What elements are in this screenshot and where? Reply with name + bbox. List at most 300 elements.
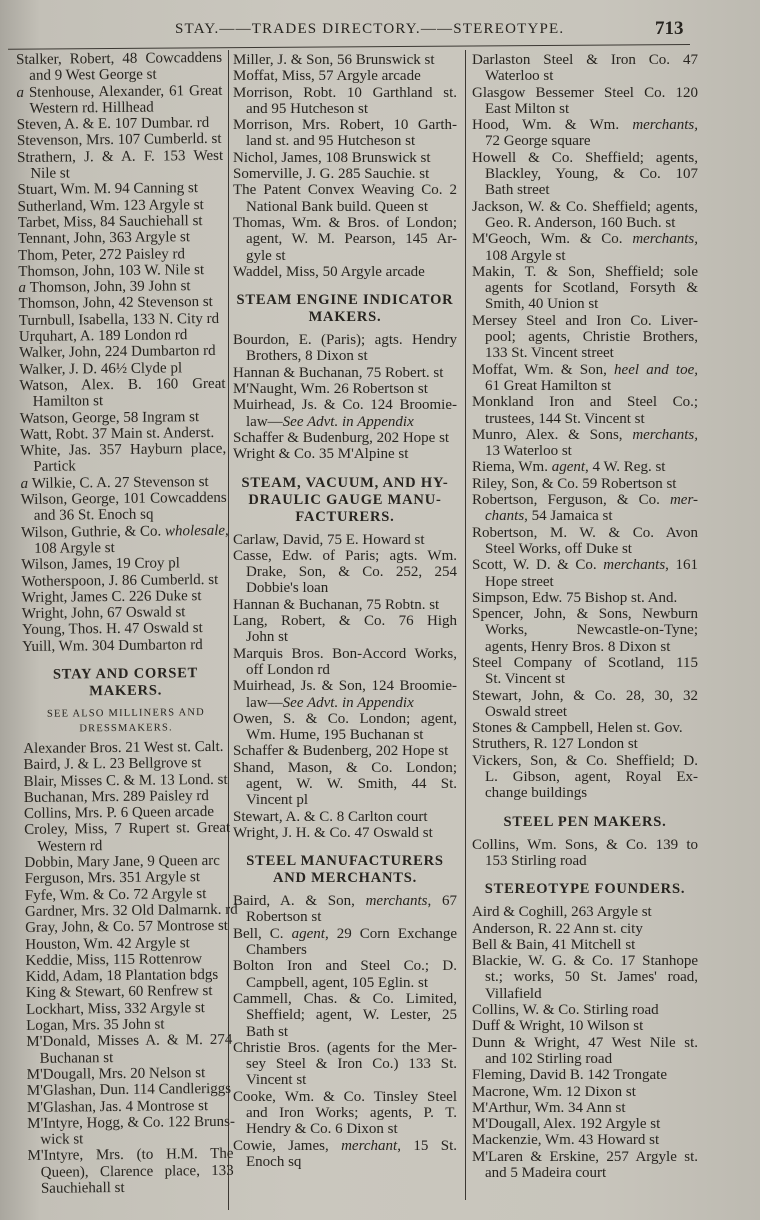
text-segment: law—: [246, 413, 283, 430]
directory-entry: [472, 655, 698, 688]
text-line: 108 Argyle st: [485, 247, 566, 264]
directory-entry: [22, 588, 228, 606]
directory-entry: [16, 50, 222, 85]
directory-entry: [472, 52, 698, 85]
text-line: Mackenzie, Wm. 43 Howard st: [472, 1132, 660, 1149]
text-line: Hannan & Buchanan, 75 Robert. st: [233, 364, 444, 381]
text-line: Blair, Misses C. & M. 13 Lond. st: [23, 771, 228, 790]
directory-entry: [17, 148, 223, 183]
section-heading: [233, 475, 457, 526]
italic-text: See Advt. in Appendix: [282, 694, 414, 711]
text-line: Stones & Campbell, Helen st. Gov.: [472, 720, 683, 737]
text-line: Gray, John, & Co. 57 Montrose st: [25, 918, 229, 937]
directory-entry: [472, 525, 698, 558]
italic-text: merchants,: [632, 426, 698, 443]
italic-text: agent: [291, 925, 325, 942]
italic-text: merchants,: [632, 231, 698, 248]
text-line: st.; works, 50 St. James' road,: [485, 969, 698, 986]
text-line: Cooke, Wm. & Co. Tinsley Steel: [233, 1088, 457, 1105]
text-line: Moffat, Miss, 57 Argyle arcade: [233, 68, 421, 85]
text-line: agent, W. M. Pearson, 145 Ar-: [246, 231, 457, 248]
text-line: Wright, John, 67 Oswald st: [21, 604, 186, 623]
directory-entry: [472, 606, 698, 655]
directory-entry: [233, 1040, 457, 1089]
column-divider: [465, 50, 466, 1200]
text-line: White, Jas. 357 Hayburn place,: [20, 440, 227, 460]
text-line: Works, Newcastle-on-Tyne;: [485, 622, 698, 639]
text-line: Walker, J. D. 46½ Clyde pl: [19, 359, 183, 378]
directory-entry: [25, 869, 231, 887]
text-line: Buchanan, Mrs. 289 Paisley rd: [23, 787, 209, 806]
text-line: Thomas, Wm. & Bros. of London;: [233, 214, 457, 231]
directory-entry: [472, 904, 698, 920]
text-line: Croley, Miss, 7 Rupert st. Great: [24, 820, 231, 839]
text-line: [472, 427, 698, 443]
text-line: Marquis Bros. Bon-Accord Works,: [233, 645, 457, 662]
directory-entry: [21, 490, 227, 525]
directory-entry: [233, 548, 457, 597]
text-line: 13 Waterloo st: [485, 443, 572, 460]
header-rule: [8, 44, 690, 50]
text-line: SEE ALSO MILLINERS AND: [46, 707, 205, 720]
text-line: M'Arthur, Wm. 34 Ann st: [472, 1099, 626, 1116]
directory-entry: [472, 1067, 698, 1083]
text-line: Schaffer & Budenburg, 202 Hope st: [233, 429, 450, 446]
text-line: Wright, J. H. & Co. 47 Oswald st: [233, 824, 433, 841]
text-segment: Moffat, Wm. & Son,: [472, 361, 615, 378]
directory-entry: [26, 1000, 232, 1018]
section-heading: [22, 665, 228, 701]
directory-entry: [472, 753, 698, 802]
directory-entry: [233, 264, 457, 280]
directory-entry: [472, 459, 698, 475]
text-line: [472, 557, 698, 573]
directory-entry: [472, 1002, 698, 1018]
text-line: Tarbet, Miss, 84 Sauchiehall st: [17, 213, 203, 231]
italic-text: heel and toe,: [614, 361, 699, 378]
text-segment: , 67: [427, 893, 458, 910]
text-line: Bolton Iron and Steel Co.; D.: [233, 958, 457, 975]
text-line: 108 Argyle st: [34, 539, 115, 557]
directory-entry: [233, 215, 457, 264]
text-segment: , 4 W. Reg. st: [585, 459, 666, 476]
text-line: Logan, Mrs. 35 John st: [26, 1016, 165, 1034]
directory-entry: [233, 760, 457, 809]
directory-entry: [27, 1081, 233, 1099]
text-line: Sheffield; agent, W. Lester, 25: [246, 1007, 457, 1024]
directory-entry: [17, 131, 223, 149]
text-line: trustees, 144 St. Vincent st: [485, 410, 645, 427]
text-line: Campbell, agent, 105 Eglin. st: [246, 974, 429, 991]
directory-entry: [233, 85, 457, 118]
text-line: Sutherland, Wm. 123 Argyle st: [17, 196, 204, 215]
text-line: Wright, James C. 226 Duke st: [21, 587, 202, 606]
text-line: Collins, Mrs. P. 6 Queen arcade: [23, 804, 215, 823]
directory-entry: [26, 1032, 232, 1067]
text-line: Urquhart, A. 189 London rd: [18, 327, 188, 346]
directory-entry: [233, 365, 457, 381]
text-segment: Thomson, John, 39 John st: [29, 278, 191, 297]
italic-text: mer-: [669, 492, 698, 509]
text-line: Cammell, Chas. & Co. Limited,: [233, 990, 457, 1007]
running-header: STAY.——TRADES DIRECTORY.——STEREOTYPE.: [175, 21, 565, 37]
directory-entry: [18, 213, 224, 231]
italic-text: merchants: [603, 557, 666, 574]
text-line: Aird & Coghill, 263 Argyle st: [472, 904, 652, 921]
text-line: Lang, Robert, & Co. 76 High: [233, 613, 457, 630]
text-line: Houston, Wm. 42 Argyle st: [25, 934, 190, 953]
text-line: Lockhart, Miss, 332 Argyle st: [25, 999, 205, 1018]
text-line: Partick: [33, 458, 76, 476]
text-line: Stuart, Wm. M. 94 Canning st: [17, 180, 199, 199]
directory-entry: [233, 166, 457, 182]
directory-entry: [472, 720, 698, 736]
text-line: agents for Scotland, Forsyth &: [485, 280, 698, 297]
directory-entry: [18, 262, 224, 280]
text-line: Watson, George, 58 Ingram st: [19, 408, 200, 427]
text-line: [472, 231, 698, 247]
text-line: Geo. R. Anderson, 160 Buch. st: [485, 214, 676, 231]
text-line: Collins, Wm. Sons, & Co. 139 to: [472, 836, 698, 853]
directory-entry: [472, 590, 698, 606]
text-line: STEAM, VACUUM, AND HY-: [241, 474, 449, 491]
directory-entry: [233, 678, 457, 711]
text-line: Robertson, M. W. & Co. Avon: [472, 524, 698, 541]
column-middle: [233, 52, 457, 1170]
text-line: Dobbie's loan: [246, 580, 329, 597]
text-line: STEEL PEN MAKERS.: [503, 813, 667, 830]
text-line: John st: [246, 629, 289, 646]
directory-entry: [472, 492, 698, 525]
text-line: Blackie, W. G. & Co. 17 Stanhope: [472, 953, 698, 970]
text-segment: , 54 Jamaica st: [524, 508, 613, 525]
directory-entry: [472, 362, 698, 395]
directory-entry: [16, 82, 222, 117]
directory-entry: [472, 85, 698, 118]
section-heading: [233, 853, 457, 887]
directory-entry: [19, 294, 225, 312]
text-line: Christie Bros. (agents for the Mer-: [233, 1039, 457, 1056]
text-line: Oswald street: [485, 703, 568, 720]
directory-entry: [27, 1146, 234, 1197]
text-line: M'Dougall, Alex. 192 Argyle st: [472, 1116, 661, 1133]
directory-entry: [233, 809, 457, 825]
directory-entry: [472, 231, 698, 264]
text-line: STEREOTYPE FOUNDERS.: [484, 881, 686, 898]
text-line: Western rd. Hillhead: [29, 99, 154, 117]
text-line: Tennant, John, 363 Argyle st: [17, 229, 191, 248]
directory-entry: [22, 636, 228, 654]
directory-entry: [19, 376, 225, 411]
text-line: Baird, J. & L. 23 Bellgrove st: [23, 755, 202, 774]
text-line: Steel Company of Scotland, 115: [472, 654, 698, 671]
text-line: L. Gibson, agent, Royal Ex-: [485, 769, 698, 786]
directory-entry: [472, 1149, 698, 1182]
directory-entry: [233, 597, 457, 613]
text-line: [472, 508, 698, 524]
text-line: agents, Henry Bros. 8 Dixon st: [485, 638, 671, 655]
italic-text: merchants: [365, 893, 428, 910]
column-left: [16, 49, 238, 1197]
text-segment: Baird, A. & Son,: [233, 893, 366, 910]
text-segment: , 15 St.: [397, 1137, 457, 1154]
section-heading: [472, 881, 698, 898]
text-line: Steel Works, off Duke st: [485, 540, 632, 557]
text-line: Dunn & Wright, 47 West Nile st.: [472, 1034, 698, 1051]
text-segment: Robertson, Ferguson, & Co.: [472, 492, 670, 509]
text-line: and Iron Works; agents, P. T.: [246, 1105, 457, 1122]
text-line: Fleming, David B. 142 Trongate: [472, 1067, 668, 1084]
directory-entry: [472, 921, 698, 937]
directory-entry: [233, 825, 457, 841]
text-line: Dobbin, Mary Jane, 9 Queen arc: [24, 852, 220, 872]
italic-text: chants: [485, 508, 525, 525]
text-line: Jackson, W. & Co. Sheffield; agents,: [472, 198, 698, 215]
directory-entry: [20, 408, 226, 426]
directory-entry: [472, 313, 698, 362]
text-line: Hope street: [485, 573, 554, 590]
directory-entry: [233, 446, 457, 462]
text-line: STAY AND CORSET MAKERS.: [52, 665, 199, 700]
directory-entry: [472, 688, 698, 721]
text-line: Bell & Bain, 41 Mitchell st: [472, 936, 636, 953]
text-segment: Riema, Wm.: [472, 459, 552, 476]
text-line: [233, 893, 457, 909]
text-line: Thomson, John, 42 Stevenson st: [18, 294, 213, 313]
directory-entry: [472, 1018, 698, 1034]
text-line: Wilson, James, 19 Croy pl: [21, 555, 181, 574]
text-line: [472, 492, 698, 508]
text-line: Stalker, Robert, 48 Cowcaddens: [16, 49, 223, 68]
text-segment: M'Geoch, Wm. & Co.: [472, 231, 633, 248]
italic-text: agent: [551, 459, 586, 476]
text-line: Schaffer & Budenberg, 202 Hope st: [233, 743, 449, 760]
directory-entry: [23, 755, 229, 773]
text-line: Smith, 40 Union st: [485, 296, 599, 313]
text-segment: , 161: [665, 557, 698, 574]
text-line: Muirhead, Js. & Co. 124 Broomie-: [233, 397, 457, 414]
text-line: [233, 414, 457, 430]
text-line: Steven, A. & E. 107 Dumbar. rd: [16, 115, 210, 134]
text-line: Fyfe, Wm. & Co. 72 Argyle st: [24, 885, 207, 904]
text-line: Yuill, Wm. 304 Dumbarton rd: [22, 636, 203, 655]
directory-entry: [233, 893, 457, 926]
text-line: Watt, Robt. 37 Main st. Anderst.: [19, 424, 215, 443]
text-line: pool; agents, Christie Brothers,: [485, 329, 698, 346]
directory-entry: [233, 182, 457, 215]
text-line: 133 St. Vincent street: [485, 345, 614, 362]
text-line: Strathern, J. & A. F. 153 West: [17, 147, 224, 166]
text-line: Morrison, Mrs. Robert, 10 Garth-: [233, 117, 457, 134]
text-line: Keddie, Miss, 115 Rottenrow: [25, 950, 203, 969]
text-line: Stevenson, Mrs. 107 Cumberld. st: [16, 131, 222, 150]
directory-entry: [20, 441, 226, 476]
text-line: M'Intyre, Hogg, & Co. 122 Bruns-: [27, 1113, 235, 1132]
text-line: Monkland Iron and Steel Co.;: [472, 394, 698, 411]
text-line: 153 Stirling road: [485, 852, 587, 869]
directory-entry: [472, 1100, 698, 1116]
directory-entry: [472, 150, 698, 199]
text-line: Young, Thos. H. 47 Oswald st: [21, 620, 203, 639]
directory-entry: [233, 1089, 457, 1138]
directory-entry: [472, 937, 698, 953]
directory-entry: [233, 150, 457, 166]
directory-entry: [472, 394, 698, 427]
text-line: Bourdon, E. (Paris); agts. Hendry: [233, 332, 457, 349]
text-line: Casse, Edw. of Paris; agts. Wm.: [233, 547, 457, 564]
directory-entry: [21, 571, 227, 589]
text-line: [21, 522, 227, 540]
text-line: Sauchiehall st: [40, 1179, 125, 1197]
text-line: STEAM ENGINE INDICATOR: [236, 292, 454, 309]
directory-entry: [472, 557, 698, 590]
directory-entry: [233, 397, 457, 430]
text-line: M'Laren & Erskine, 257 Argyle st.: [472, 1148, 698, 1165]
text-line: Villafield: [485, 985, 542, 1002]
text-line: agent, W. W. Smith, 44 St.: [246, 775, 457, 792]
text-segment: Bell, C.: [233, 925, 292, 942]
text-line: Blackley, Young, & Co. 107: [485, 166, 698, 183]
text-line: Drake, Son, & Co. 252, 254: [246, 564, 457, 581]
text-line: Glasgow Bessemer Steel Co. 120: [472, 84, 698, 101]
directory-entry: [472, 1116, 698, 1132]
text-line: Hannan & Buchanan, 75 Robtn. st: [233, 596, 440, 613]
text-line: Bath street: [485, 182, 550, 199]
text-line: Duff & Wright, 10 Wilson st: [472, 1018, 644, 1035]
directory-entry: [233, 613, 457, 646]
text-line: The Patent Convex Weaving Co. 2: [233, 182, 457, 199]
text-segment: Stenhouse, Alexander, 61 Great: [28, 82, 223, 101]
text-line: King & Stewart, 60 Renfrew st: [25, 983, 213, 1002]
directory-entry: [27, 1097, 233, 1115]
text-segment: law—: [246, 694, 283, 711]
text-line: AND MERCHANTS.: [272, 870, 418, 887]
directory-entry: [472, 117, 698, 150]
text-line: M'Dougall, Mrs. 20 Nelson st: [26, 1064, 206, 1083]
text-line: 61 Great Hamilton st: [485, 377, 612, 394]
text-line: Ferguson, Mrs. 351 Argyle st: [24, 869, 201, 888]
text-line: Brothers, 8 Dixon st: [246, 348, 368, 365]
directory-entry: [19, 311, 225, 329]
cross-reference-note: [23, 705, 229, 737]
text-line: Collins, W. & Co. Stirling road: [472, 1002, 659, 1019]
page-number: 713: [655, 18, 684, 39]
text-line: and 9 West George st: [29, 66, 157, 85]
text-line: M'Glashan, Dun. 114 Candleriggs: [26, 1081, 232, 1100]
text-line: Spencer, John, & Sons, Newburn: [472, 606, 698, 623]
text-line: [233, 926, 457, 942]
italic-text: a: [20, 475, 32, 492]
directory-entry: [233, 958, 457, 991]
text-line: National Bank build. Queen st: [246, 198, 429, 215]
section-heading: [233, 292, 457, 326]
directory-entry: [472, 264, 698, 313]
directory-entry: [233, 991, 457, 1040]
text-line: FACTURERS.: [295, 508, 395, 525]
text-line: St. Vincent st: [485, 671, 566, 688]
text-line: Makin, T. & Son, Sheffield; sole: [472, 263, 698, 280]
text-line: [233, 695, 457, 711]
column-right: [472, 52, 698, 1181]
text-line: sey Steel & Iron Co.) 133 St.: [246, 1056, 457, 1073]
text-line: DRAULIC GAUGE MANU-: [248, 491, 442, 508]
text-line: and 5 Madeira court: [485, 1165, 607, 1181]
text-line: STEEL MANUFACTURERS: [246, 853, 444, 870]
directory-entry: [233, 1138, 457, 1171]
text-line: [472, 459, 698, 475]
directory-entry: [472, 476, 698, 492]
text-line: and 102 Stirling road: [485, 1050, 613, 1067]
text-line: Darlaston Steel & Iron Co. 47: [472, 52, 698, 68]
italic-text: a: [16, 84, 30, 101]
text-line: Nichol, James, 108 Brunswick st: [233, 149, 431, 166]
text-line: Nile st: [30, 165, 70, 182]
text-line: Vincent st: [246, 1072, 307, 1089]
text-line: Buchanan st: [39, 1049, 114, 1067]
text-segment: Wilson, Guthrie, & Co.: [20, 523, 166, 541]
directory-entry: [233, 68, 457, 84]
text-line: Robertson st: [246, 909, 322, 926]
directory-entry: [233, 117, 457, 150]
text-line: Wm. Hume, 195 Buchanan st: [246, 727, 424, 744]
text-segment: Hood, Wm. & Wm.: [472, 117, 633, 134]
text-segment: Wilkie, C. A. 27 Stevenson st: [31, 473, 209, 492]
directory-entry: [233, 332, 457, 365]
directory-entry: [472, 1084, 698, 1100]
text-line: [16, 82, 222, 100]
text-line: M'Glashan, Jas. 4 Montrose st: [26, 1097, 209, 1116]
directory-entry: [233, 711, 457, 744]
text-line: Walker, John, 224 Dumbarton rd: [19, 343, 216, 362]
text-line: [472, 117, 698, 133]
directory-entry: [233, 532, 457, 548]
text-line: Wright & Co. 35 M'Alpine st: [233, 446, 409, 463]
text-line: Anderson, R. 22 Ann st. city: [472, 920, 643, 937]
text-line: Muirhead, Js. & Son, 124 Broomie-: [233, 678, 457, 695]
directory-entry: [17, 180, 223, 198]
text-line: Somerville, J. G. 285 Sauchie. st: [233, 166, 430, 183]
text-segment: , 29 Corn Exchange: [324, 925, 457, 942]
text-line: Thom, Peter, 272 Paisley rd: [18, 245, 186, 264]
text-line: Riley, Son, & Co. 59 Robertson st: [472, 475, 677, 492]
directory-entry: [21, 522, 227, 557]
text-line: M'Donald, Misses A. & M. 274: [26, 1032, 233, 1051]
directory-entry: [472, 837, 698, 870]
text-line: Morrison, Robt. 10 Garthland st.: [233, 84, 457, 101]
text-line: Hendry & Co. 6 Dixon st: [246, 1121, 398, 1138]
text-line: Simpson, Edw. 75 Bishop st. And.: [472, 589, 678, 606]
text-line: Carlaw, David, 75 E. Howard st: [233, 531, 425, 548]
directory-entry: [472, 199, 698, 232]
italic-text: merchant: [341, 1137, 398, 1154]
directory-entry: [19, 343, 225, 361]
text-line: and 95 Hutcheson st: [246, 100, 369, 117]
italic-text: merchants,: [632, 117, 698, 134]
text-line: [472, 362, 698, 378]
text-line: and 36 St. Enoch sq: [33, 506, 154, 525]
directory-entry: [472, 1035, 698, 1068]
text-segment: Scott, W. D. & Co.: [472, 557, 604, 574]
text-line: M'Naught, Wm. 26 Robertson st: [233, 381, 428, 398]
directory-entry: [233, 381, 457, 397]
italic-text: a: [18, 280, 30, 297]
italic-text: See Advt. in Appendix: [282, 413, 414, 430]
text-line: Owen, S. & Co. London; agent,: [233, 710, 457, 727]
text-line: M'Intyre, Mrs. (to H.M. The: [27, 1146, 234, 1165]
directory-entry: [472, 736, 698, 752]
directory-entry: [472, 1132, 698, 1148]
text-line: change buildings: [485, 785, 588, 802]
